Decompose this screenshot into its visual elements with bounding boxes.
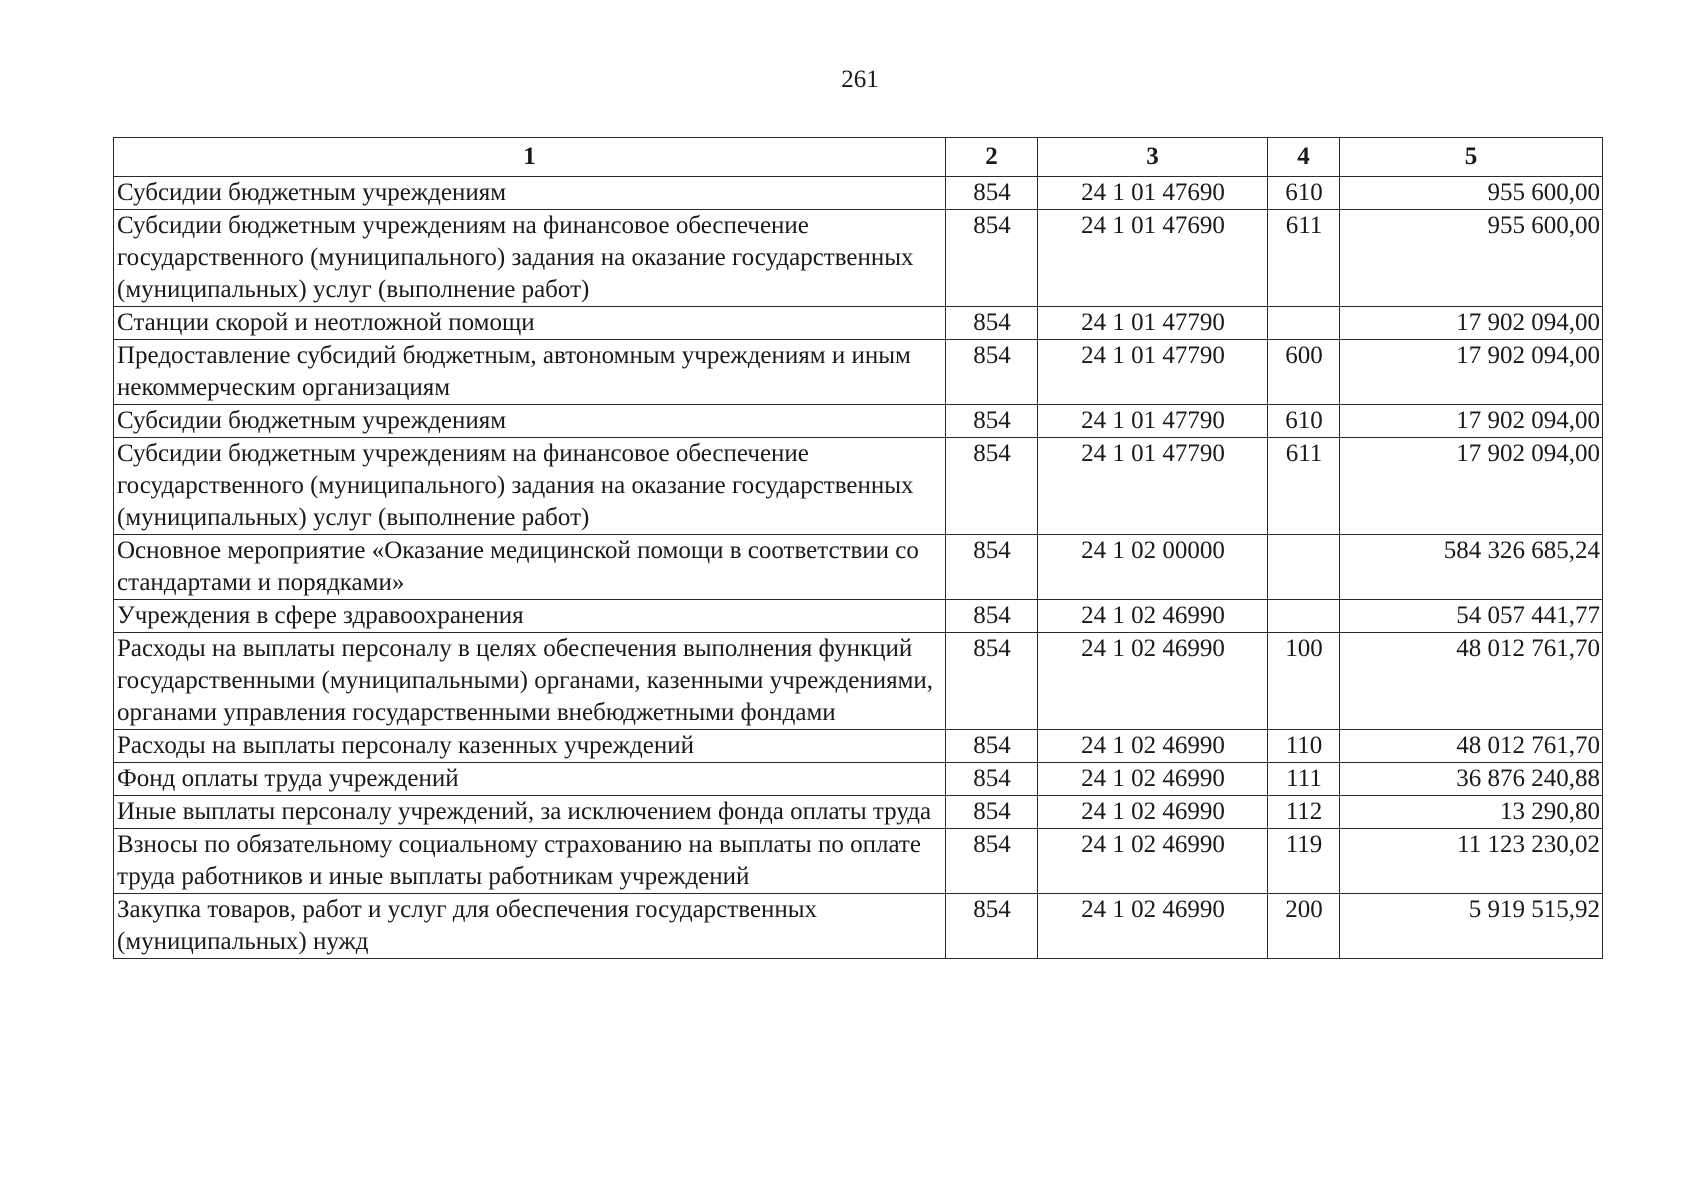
- cell-admin-code: 854: [946, 438, 1038, 535]
- cell-admin-code: 854: [946, 796, 1038, 829]
- cell-amount: 5 919 515,92: [1340, 894, 1603, 959]
- cell-amount: 54 057 441,77: [1340, 600, 1603, 633]
- cell-name: Субсидии бюджетным учреждениям на финансовое обеспечение государственного (муниципального) задания на оказание государственных (муниципальных) услуг (выполнение работ): [114, 438, 946, 535]
- table-row: [114, 438, 1603, 535]
- cell-expense-type: 200: [1268, 894, 1340, 959]
- page-number: 261: [841, 66, 879, 93]
- table-row: [114, 340, 1603, 405]
- cell-amount: 584 326 685,24: [1340, 535, 1603, 600]
- cell-admin-code: 854: [946, 763, 1038, 796]
- cell-name: Субсидии бюджетным учреждениям на финансовое обеспечение государственного (муниципального) задания на оказание государственных (муниципальных) услуг (выполнение работ): [114, 210, 946, 307]
- cell-amount: 48 012 761,70: [1340, 633, 1603, 730]
- table-row: [114, 730, 1603, 763]
- cell-admin-code: 854: [946, 633, 1038, 730]
- cell-name: Станции скорой и неотложной помощи: [114, 307, 946, 340]
- cell-expense-type: 111: [1268, 763, 1340, 796]
- cell-admin-code: 854: [946, 600, 1038, 633]
- cell-amount: 11 123 230,02: [1340, 829, 1603, 894]
- cell-target-article: 24 1 02 46990: [1038, 633, 1268, 730]
- budget-table: [113, 137, 1603, 959]
- cell-amount: 48 012 761,70: [1340, 730, 1603, 763]
- cell-target-article: 24 1 02 46990: [1038, 600, 1268, 633]
- cell-amount: 36 876 240,88: [1340, 763, 1603, 796]
- cell-expense-type: 119: [1268, 829, 1340, 894]
- table-row: [114, 763, 1603, 796]
- table-row: [114, 535, 1603, 600]
- cell-admin-code: 854: [946, 730, 1038, 763]
- cell-target-article: 24 1 02 46990: [1038, 829, 1268, 894]
- table-row: [114, 796, 1603, 829]
- cell-expense-type: 100: [1268, 633, 1340, 730]
- cell-expense-type: 611: [1268, 210, 1340, 307]
- cell-target-article: 24 1 01 47790: [1038, 340, 1268, 405]
- cell-amount: 955 600,00: [1340, 177, 1603, 210]
- table-row: [114, 307, 1603, 340]
- cell-name: Расходы на выплаты персоналу казенных учреждений: [114, 730, 946, 763]
- cell-target-article: 24 1 02 46990: [1038, 894, 1268, 959]
- cell-name: Субсидии бюджетным учреждениям: [114, 405, 946, 438]
- cell-target-article: 24 1 02 00000: [1038, 535, 1268, 600]
- cell-admin-code: 854: [946, 210, 1038, 307]
- cell-name: Субсидии бюджетным учреждениям: [114, 177, 946, 210]
- cell-target-article: 24 1 02 46990: [1038, 763, 1268, 796]
- cell-name: Учреждения в сфере здравоохранения: [114, 600, 946, 633]
- cell-target-article: 24 1 01 47790: [1038, 405, 1268, 438]
- cell-name: Основное мероприятие «Оказание медицинской помощи в соответствии со стандартами и порядками»: [114, 535, 946, 600]
- cell-target-article: 24 1 02 46990: [1038, 730, 1268, 763]
- cell-name: Взносы по обязательному социальному страхованию на выплаты по оплате труда работников и иные выплаты работникам учреждений: [114, 829, 946, 894]
- cell-amount: 17 902 094,00: [1340, 405, 1603, 438]
- cell-amount: 17 902 094,00: [1340, 307, 1603, 340]
- table-row: [114, 600, 1603, 633]
- column-header-admin: 2: [946, 138, 1038, 177]
- cell-expense-type: [1268, 600, 1340, 633]
- column-header-target: 3: [1038, 138, 1268, 177]
- cell-amount: 955 600,00: [1340, 210, 1603, 307]
- table-row: [114, 177, 1603, 210]
- cell-admin-code: 854: [946, 829, 1038, 894]
- table-row: [114, 210, 1603, 307]
- cell-expense-type: 112: [1268, 796, 1340, 829]
- cell-name: Расходы на выплаты персоналу в целях обеспечения выполнения функций государственными (муниципальными) органами, казенными учреждениями, органами управления государственными внебюджетными фондами: [114, 633, 946, 730]
- cell-expense-type: 611: [1268, 438, 1340, 535]
- cell-target-article: 24 1 01 47690: [1038, 177, 1268, 210]
- cell-name: Иные выплаты персоналу учреждений, за исключением фонда оплаты труда: [114, 796, 946, 829]
- cell-expense-type: [1268, 535, 1340, 600]
- cell-target-article: 24 1 02 46990: [1038, 796, 1268, 829]
- cell-target-article: 24 1 01 47790: [1038, 438, 1268, 535]
- header-row: [114, 138, 1603, 177]
- cell-amount: 17 902 094,00: [1340, 340, 1603, 405]
- cell-name: Закупка товаров, работ и услуг для обеспечения государственных (муниципальных) нужд: [114, 894, 946, 959]
- table-row: [114, 405, 1603, 438]
- cell-name: Предоставление субсидий бюджетным, автономным учреждениям и иным некоммерческим организациям: [114, 340, 946, 405]
- cell-target-article: 24 1 01 47790: [1038, 307, 1268, 340]
- cell-expense-type: 610: [1268, 405, 1340, 438]
- column-header-name: 1: [114, 138, 946, 177]
- cell-admin-code: 854: [946, 307, 1038, 340]
- cell-admin-code: 854: [946, 177, 1038, 210]
- cell-admin-code: 854: [946, 535, 1038, 600]
- cell-expense-type: 110: [1268, 730, 1340, 763]
- table-row: [114, 894, 1603, 959]
- column-header-type: 4: [1268, 138, 1340, 177]
- column-header-amount: 5: [1340, 138, 1603, 177]
- cell-expense-type: [1268, 307, 1340, 340]
- cell-admin-code: 854: [946, 894, 1038, 959]
- cell-amount: 17 902 094,00: [1340, 438, 1603, 535]
- cell-admin-code: 854: [946, 405, 1038, 438]
- table-row: [114, 829, 1603, 894]
- cell-expense-type: 600: [1268, 340, 1340, 405]
- cell-target-article: 24 1 01 47690: [1038, 210, 1268, 307]
- cell-name: Фонд оплаты труда учреждений: [114, 763, 946, 796]
- cell-expense-type: 610: [1268, 177, 1340, 210]
- cell-amount: 13 290,80: [1340, 796, 1603, 829]
- cell-admin-code: 854: [946, 340, 1038, 405]
- table-row: [114, 633, 1603, 730]
